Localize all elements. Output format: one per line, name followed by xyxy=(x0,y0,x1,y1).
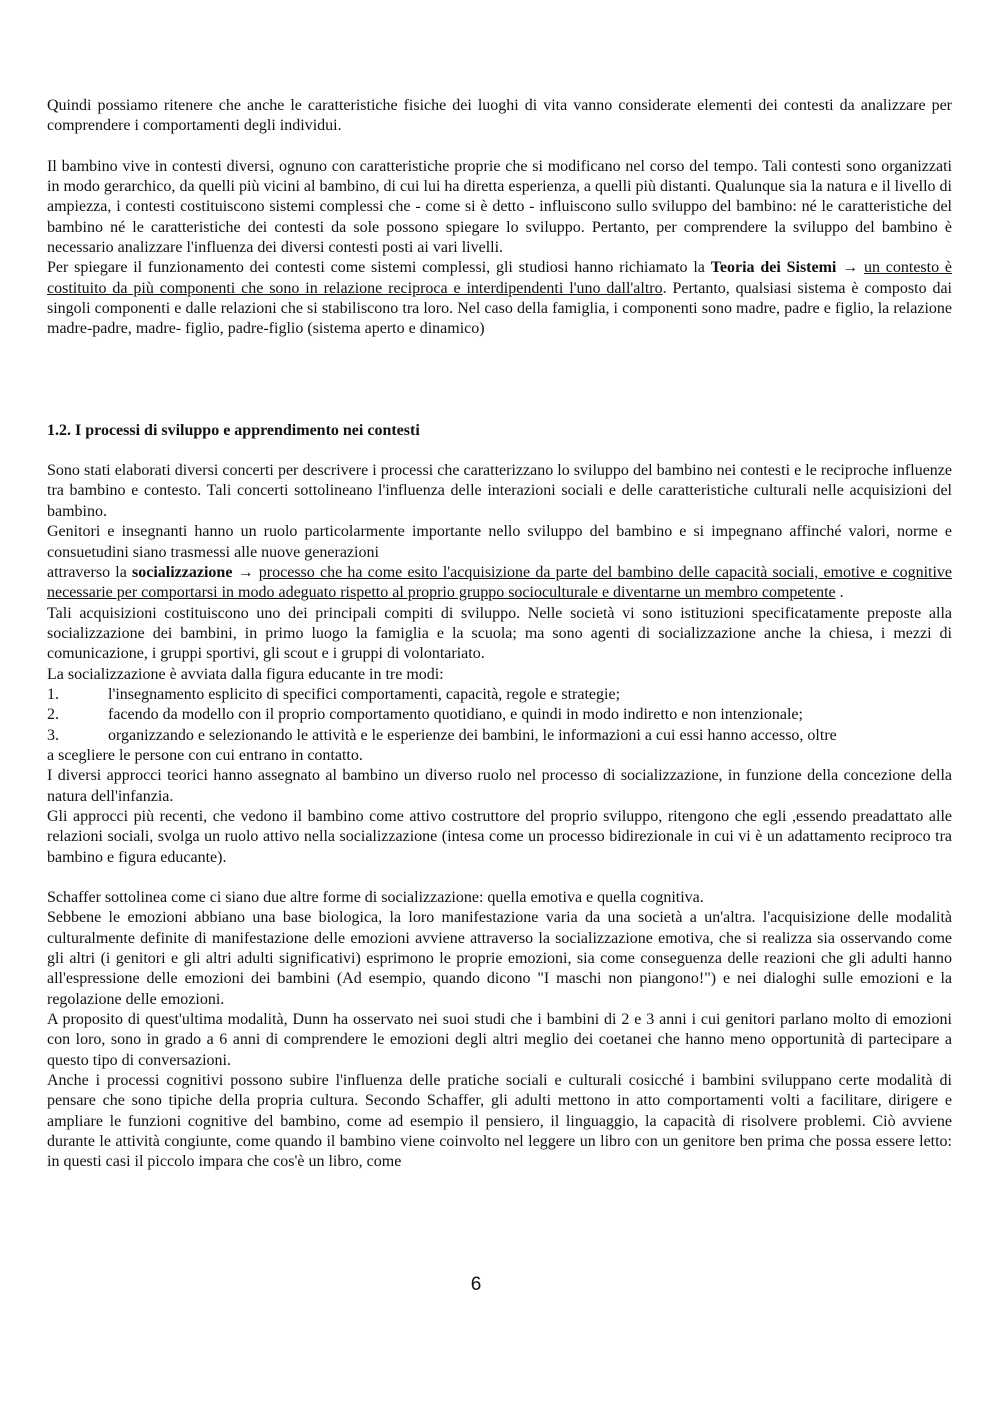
paragraph-concerti: Sono stati elaborati diversi concerti per descrivere i processi che caratterizzano lo sviluppo del bambino nei contesti e le reciproche influenze tra bambino e contesto. Tali concerti sottolineano l'influenza delle interazioni sociali e delle caratteristiche culturali nelle acquisizioni del bambino. xyxy=(47,462,952,520)
paragraph-tre-modi: La socializzazione è avviata dalla figura educante in tre modi: xyxy=(47,665,444,683)
paragraph-processi-cognitivi: Anche i processi cognitivi possono subire l'influenza delle pratiche sociali e culturali cosicché i bambini sviluppano certe modalità di pensare che sono tipiche della propria cultura. Secondo Schaffer, gli adulti mettono in atto comportamenti volti a facilitare, dirigere e ampliare le funzioni cognitive del bambino, come ad esempio il pensiero, il linguaggio, la capacità di risolvere problemi. Ciò avviene durante le attività congiunte, come quando il bambino viene coinvolto nel leggere un libro con un genitore ben prima che possa essere letto: in questi casi il piccolo impara che cos'è un libro, come xyxy=(47,1072,952,1171)
paragraph-emozioni: Sebbene le emozioni abbiano una base biologica, la loro manifestazione varia da una società a un'altra. l'acquisizione delle modalità culturalmente definite di manifestazione delle emozioni avviene attraverso la socializzazione emotiva, che si realizza sia osservando come gli altri (i genitori e gli altri adulti significativi) esprimono le proprie emozioni, sia come conseguenza delle reazioni che gli adulti hanno all'espressione delle emozioni dei bambini (Ad esempio, quando dicono "I maschi non piangono!") e nei dialoghi sulle emozioni e la regolazione delle emozioni. xyxy=(47,909,952,1008)
list-number: 1. xyxy=(47,685,59,703)
text-span: . Pertanto, qualsiasi sistema è composto dai singoli componenti e dalle relazioni che si stabiliscono tra loro. Nel caso della famiglia, i componenti sono madre, padre e figlio, la relazione madre-padre, madre- figlio, padre-figlio (sistema aperto e dinamico) xyxy=(47,279,952,338)
paragraph-schaffer: Schaffer sottolinea come ci siano due altre forme di socializzazione: quella emotiva e quella cognitiva. xyxy=(47,889,704,906)
paragraph-teoria-sistemi xyxy=(47,258,952,339)
text-span: Per spiegare il funzionamento dei contesti come sistemi complessi, gli studiosi hanno richiamato la xyxy=(47,259,711,277)
list-item xyxy=(47,705,952,725)
paragraph-approcci-teorici: I diversi approcci teorici hanno assegnato al bambino un diverso ruolo nel processo di socializzazione, in funzione della concezione della natura dell'infanzia. xyxy=(47,767,952,805)
bold-term-socializzazione: socializzazione xyxy=(132,563,233,581)
list-text: facendo da modello con il proprio comportamento quotidiano, e quindi in modo indiretto e non intenzionale; xyxy=(108,706,803,724)
page-number: 6 xyxy=(470,1274,482,1295)
paragraph-socializzazione xyxy=(47,563,952,604)
paragraph-dunn: A proposito di quest'ultima modalità, Dunn ha osservato nei suoi studi che i bambini di 2 e 3 anni i cui genitori parlano molto di emozioni con loro, sono in grado a 6 anni di comprendere le emozioni degli altri meglio dei coetanei che hanno meno opportunità di partecipare a questo tipo di conversazioni. xyxy=(47,1011,952,1069)
underlined-definition: un contesto è costituito da più componenti che sono in relazione reciproca e interdipendenti l'uno dall'altro xyxy=(47,259,953,297)
paragraph-luoghi: Quindi possiamo ritenere che anche le caratteristiche fisiche dei luoghi di vita vanno considerate elementi dei contesti da analizzare per comprendere i comportamenti degli individui. xyxy=(47,97,952,135)
paragraph-acquisizioni: Tali acquisizioni costituiscono uno dei principali compiti di sviluppo. Nelle società vi sono istituzioni specificatamente preposte alla socializzazione dei bambini, in primo luogo la famiglia e la scuola; ma sono agenti di socializzazione anche la chiesa, i mezzi di comunicazione, i gruppi sportivi, gli scout e i gruppi di volontariato. xyxy=(47,604,952,663)
list-item-continuation: a scegliere le persone con cui entrano in contatto. xyxy=(47,746,363,764)
spacer xyxy=(47,340,952,401)
list-number: 3. xyxy=(47,726,59,744)
arrow-symbol: → xyxy=(232,563,259,581)
paragraph-genitori: Genitori e insegnanti hanno un ruolo particolarmente importante nello sviluppo del bambino e si impegnano affinché valori, norme e consuetudini siano trasmessi alle nuove generazioni xyxy=(47,523,952,561)
section-heading: 1.2. I processi di sviluppo e apprendimento nei contesti xyxy=(47,421,420,439)
list-text: organizzando e selezionando le attività e le esperienze dei bambini, le informazioni a cui essi hanno accesso, oltre xyxy=(108,726,837,744)
list-text: l'insegnamento esplicito di specifici comportamenti, capacità, regole e strategie; xyxy=(108,685,621,703)
spacer xyxy=(47,868,952,888)
list-item xyxy=(47,726,952,746)
list-number: 2. xyxy=(47,706,59,724)
document-page xyxy=(47,96,952,1173)
spacer xyxy=(47,137,952,157)
underlined-definition: processo che ha come esito l'acquisizione da parte del bambino delle capacità sociali, emotive e cognitive necessarie per comportarsi in modo adeguato rispetto al proprio gruppo socioculturale e diventarne un membro competente xyxy=(47,563,953,602)
paragraph-contesti: Il bambino vive in contesti diversi, ognuno con caratteristiche proprie che si modificano nel corso del tempo. Tali contesti sono organizzati in modo gerarchico, da quelli più vicini al bambino, di cui lui ha diretta esperienza, a quelli più distanti. Qualunque sia la natura e il livello di ampiezza, i contesti costituiscono sistemi complessi che - come si è detto - influiscono sullo sviluppo del bambino: né le caratteristiche del bambino né le caratteristiche dei contesti da sole possono spiegare lo sviluppo. Pertanto, per comprendere la sviluppo del bambino è necessario analizzare l'influenza dei diversi contesti posti ai vari livelli. xyxy=(47,157,952,257)
list-item xyxy=(47,685,952,705)
text-span: . xyxy=(835,584,844,602)
bold-term-teoria-sistemi: Teoria dei Sistemi → xyxy=(710,259,859,277)
spacer xyxy=(47,441,952,461)
text-span: attraverso la xyxy=(47,563,132,581)
paragraph-approcci-recenti: Gli approcci più recenti, che vedono il bambino come attivo costruttore del proprio sviluppo, ritengono che egli ,essendo preadattato alle relazioni sociali, svolga un ruolo attivo nella socializzazione (intesa come un processo bidirezionale in cui vi è un adattamento reciproco tra bambino e figura educante). xyxy=(47,807,952,866)
